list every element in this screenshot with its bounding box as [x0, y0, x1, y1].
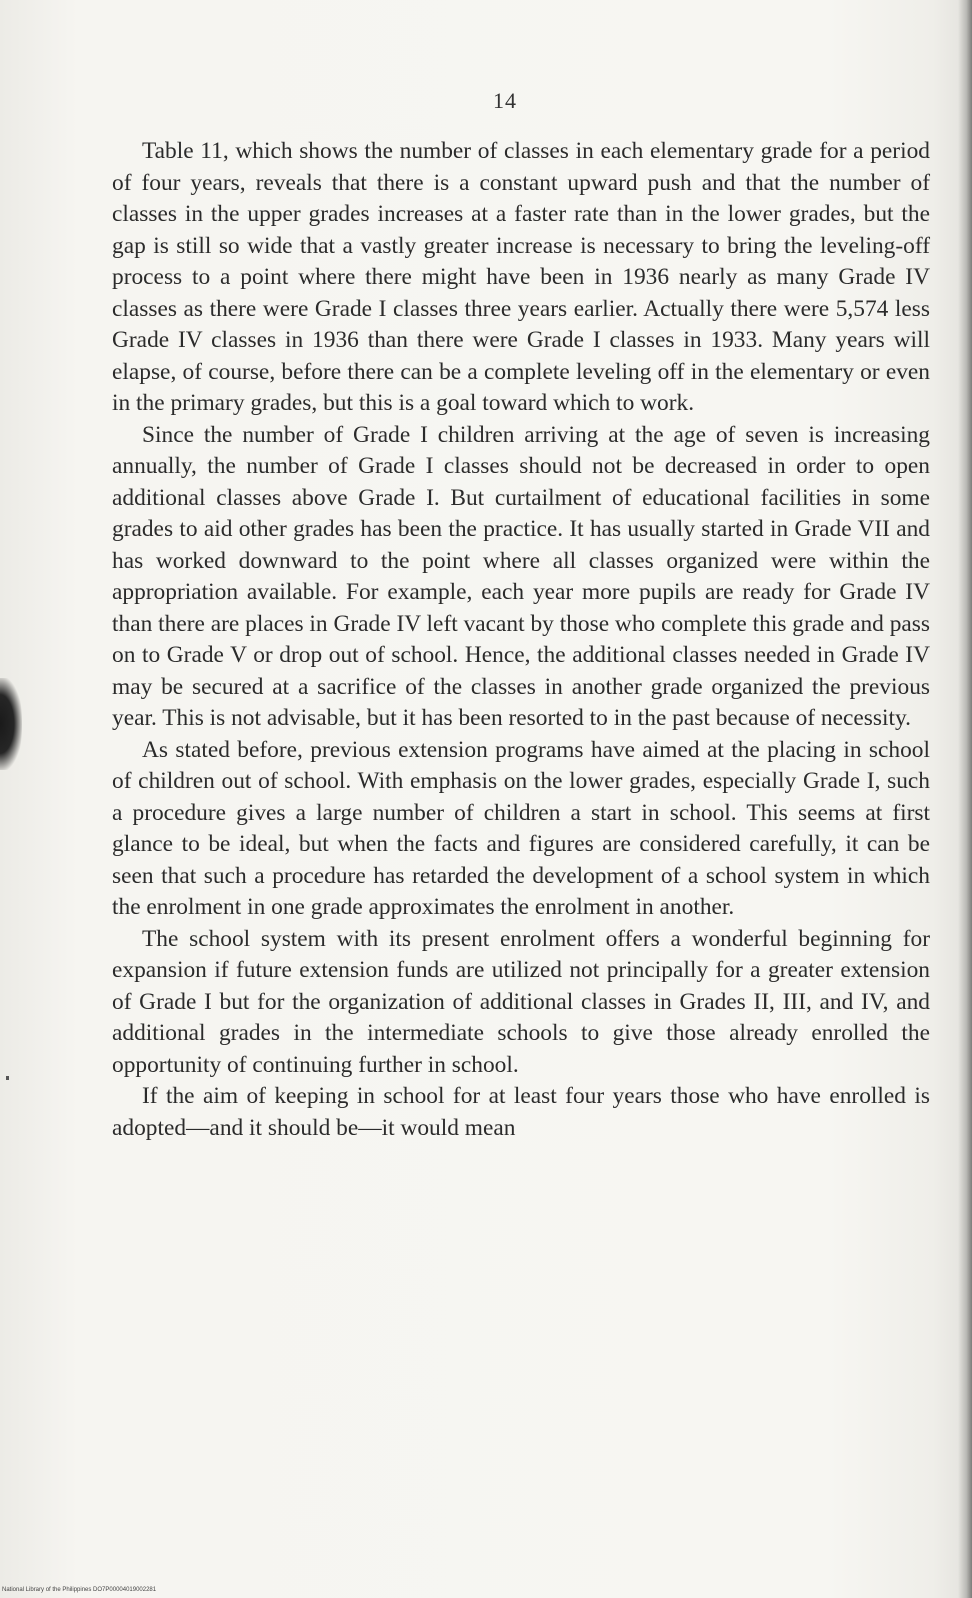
paragraph-2: Since the number of Grade I children arriving at the age of seven is increasing annually, the number of Grade I classes should not be decreased in order to open additional classes above Grade I. But curtailment of educational facilities in some grades to aid other grades has been the practice. It has usually started in Grade VII and has worked downward to the point where all classes organized were within the appropriation available. For example, each year more pupils are ready for Grade IV than there are places in Grade IV left vacant by those who complete this grade and pass on to Grade V or drop out of school. Hence, the additional classes needed in Grade IV may be secured at a sacrifice of the classes in another grade organized the previous year. This is not advisable, but it has been resorted to in the past because of necessity.: [112, 421, 930, 731]
paragraph-4: The school system with its present enrolment offers a wonderful beginning for expansion if future extension funds are utilized not principally for a greater extension of Grade I but for the organization of additional classes in Grades II, III, and IV, and additional grades in the intermediate schools to give those already enrolled the opportunity of continuing further in school.: [112, 925, 930, 1078]
body-text: [112, 136, 930, 1144]
page-number: 14: [493, 88, 517, 113]
paragraph-1: Table 11, which shows the number of classes in each elementary grade for a period of four years, reveals that there is a constant upward push and that the number of classes in the upper grades increases at a faster rate than in the lower grades, but the gap is still so wide that a vastly greater increase is necessary to bring the leveling-off process to a point where there might have been in 1936 nearly as many Grade IV classes as there were Grade I classes three years earlier. Actually there were 5,574 less Grade IV classes in 1936 than there were Grade I classes in 1933. Many years will elapse, of course, before there can be a complete leveling off in the elementary or even in the primary grades, but this is a goal toward which to work.: [112, 138, 930, 416]
binding-shadow: [0, 678, 22, 770]
page-edge-shadow: [958, 0, 972, 1598]
scan-speck: [6, 1076, 9, 1080]
scan-credit: National Library of the Philippines DO7P00004019002281: [2, 1587, 157, 1593]
paragraph-5: If the aim of keeping in school for at least four years those who have enrolled is adopted—and it should be—it would mean: [112, 1083, 930, 1141]
paragraph-3: As stated before, previous extension programs have aimed at the placing in school of children out of school. With emphasis on the lower grades, especially Grade I, such a procedure gives a large number of children a start in school. This seems at first glance to be ideal, but when the facts and figures are considered carefully, it can be seen that such a procedure has retarded the development of a school system in which the enrolment in one grade approximates the enrolment in another.: [112, 736, 930, 920]
